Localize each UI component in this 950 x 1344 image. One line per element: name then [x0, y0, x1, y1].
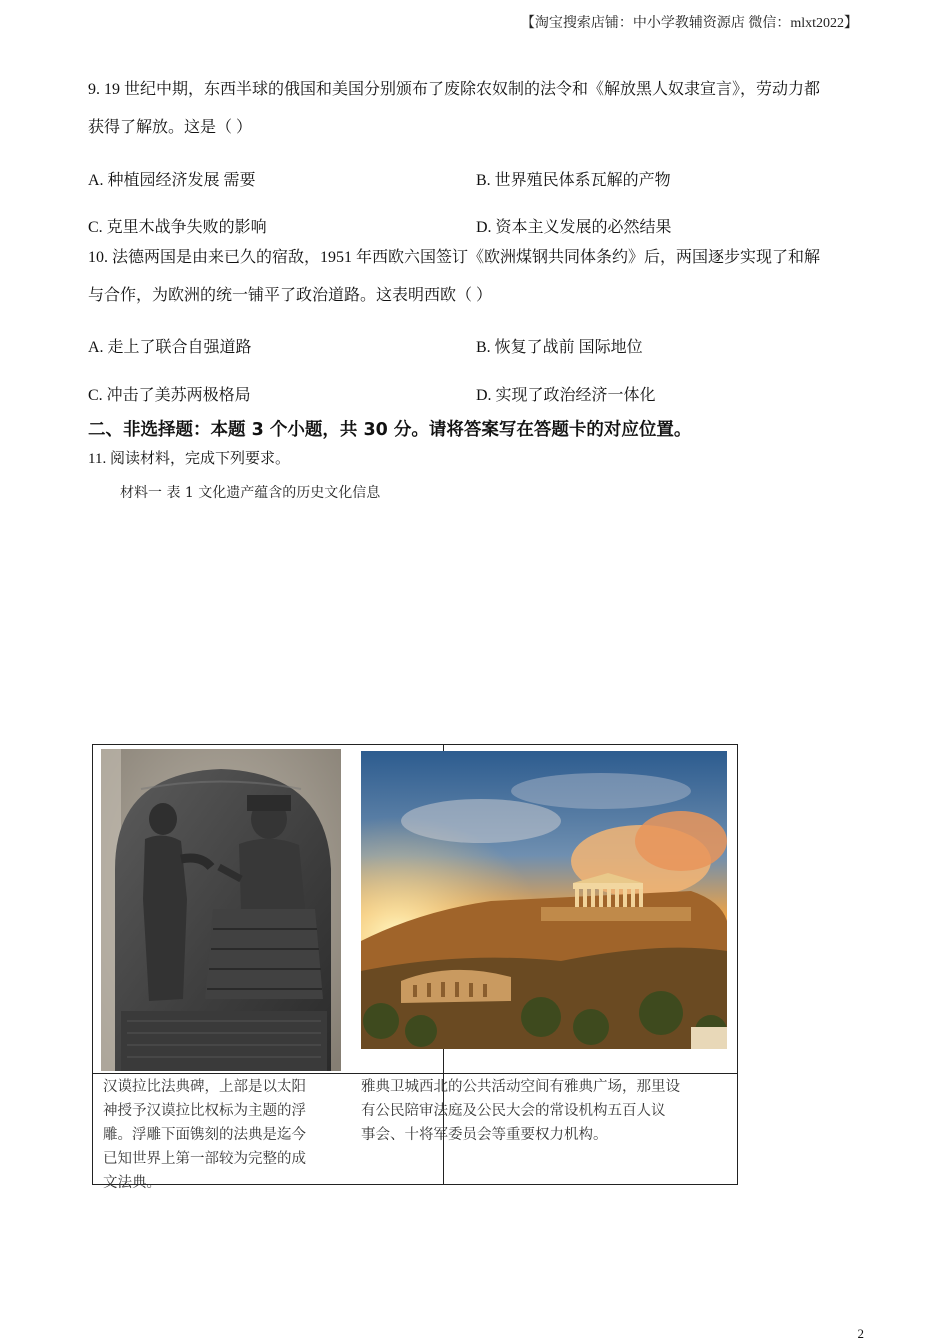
- page-header: 【淘宝搜索店铺：中小学教辅资源店 微信：mlxt2022】: [520, 16, 858, 31]
- question-10-line-1: 10. 法德两国是由来已久的宿敌，1951 年西欧六国签订《欧洲煤钢共同体条约》后，两国逐步实现了和解: [88, 249, 821, 266]
- question-9-line-2: 获得了解放。这是（ ）: [88, 119, 253, 136]
- athens-acropolis-image: [361, 751, 727, 1049]
- q9-option-d: D. 资本主义发展的必然结果: [476, 219, 672, 236]
- hammurabi-stele-image: [101, 749, 341, 1071]
- question-10-line-2: 与合作，为欧洲的统一铺平了政治道路。这表明西欧（ ）: [88, 287, 493, 304]
- question-11: 11. 阅读材料，完成下列要求。: [88, 451, 290, 467]
- hammurabi-description-line: 文法典。: [103, 1175, 161, 1191]
- hammurabi-description-line: 神授予汉谟拉比权标为主题的浮: [103, 1103, 306, 1119]
- section-2-heading: 二、非选择题：本题 3 个小题，共 30 分。请将答案写在答题卡的对应位置。: [88, 420, 692, 440]
- q10-option-a: A. 走上了联合自强道路: [88, 339, 252, 356]
- page-number: 2: [857, 1326, 864, 1341]
- q9-option-c: C. 克里木战争失败的影响: [88, 219, 267, 236]
- athens-description-line: 有公民陪审法庭及公民大会的常设机构五百人议: [361, 1103, 666, 1119]
- hammurabi-description-line: 已知世界上第一部较为完整的成: [103, 1151, 306, 1167]
- heritage-table: [92, 744, 738, 1191]
- q9-option-a: A. 种植园经济发展 需要: [88, 172, 256, 189]
- athens-description-line: 雅典卫城西北的公共活动空间有雅典广场，那里设: [361, 1079, 680, 1095]
- q9-option-b: B. 世界殖民体系瓦解的产物: [476, 172, 671, 189]
- q10-option-d: D. 实现了政治经济一体化: [476, 387, 656, 404]
- hammurabi-description-line: 汉谟拉比法典碑，上部是以太阳: [103, 1079, 306, 1095]
- hammurabi-description-line: 雕。浮雕下面镌刻的法典是迄今: [103, 1127, 306, 1143]
- material-caption: 材料一 表 1 文化遗产蕴含的历史文化信息: [120, 485, 381, 501]
- q10-option-c: C. 冲击了美苏两极格局: [88, 387, 251, 404]
- athens-description-line: 事会、十将军委员会等重要权力机构。: [361, 1127, 608, 1143]
- q10-option-b: B. 恢复了战前 国际地位: [476, 339, 643, 356]
- question-9-line-1: 9. 19 世纪中期，东西半球的俄国和美国分别颁布了废除农奴制的法令和《解放黑人奴隶宣言》，劳动力都: [88, 81, 821, 98]
- athens-description: [361, 1075, 733, 1147]
